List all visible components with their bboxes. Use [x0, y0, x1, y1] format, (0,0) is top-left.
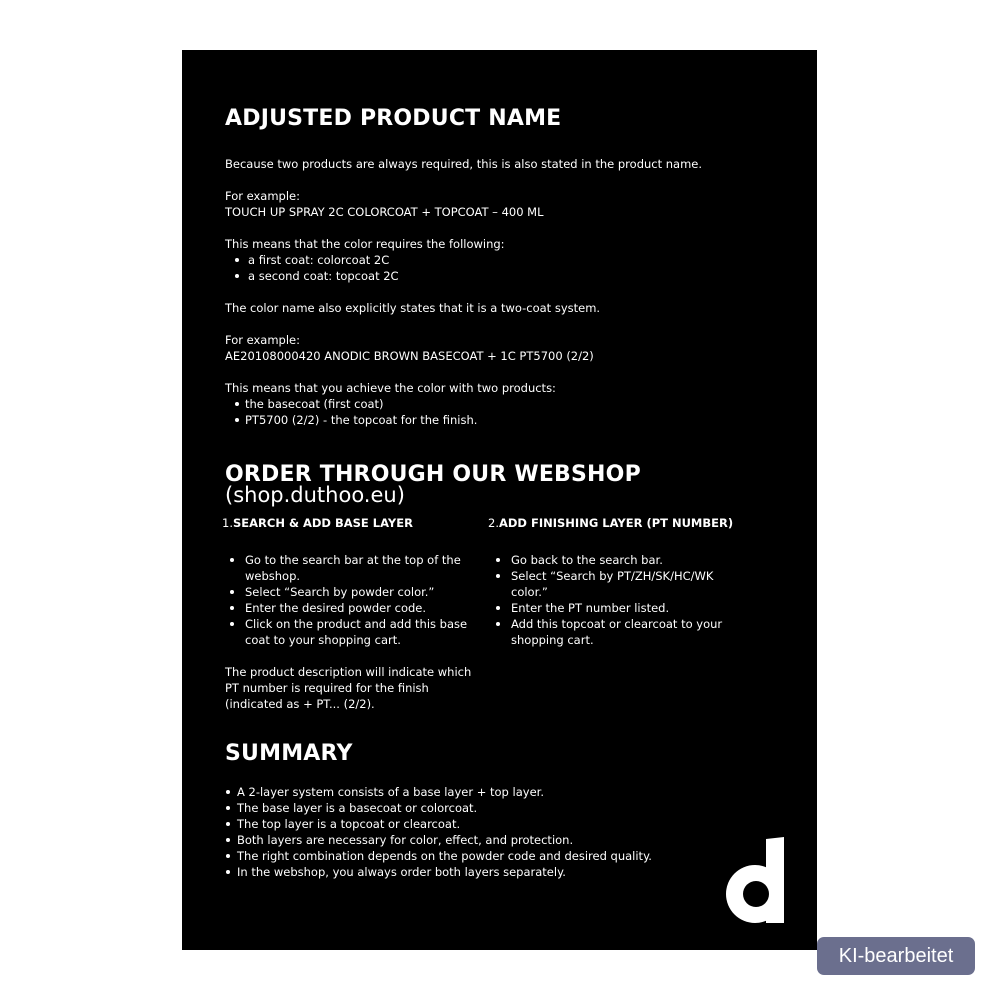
list-item: Enter the PT number listed. [491, 600, 761, 616]
means-text: This means that you achieve the color with two products: [225, 381, 556, 395]
step-2-content [491, 552, 761, 648]
step-2-title [488, 516, 733, 530]
step-1-list [225, 552, 487, 648]
color-name-text: The color name also explicitly states that it is a two-coat system. [225, 301, 601, 315]
section-heading-adjusted-product-name: ADJUSTED PRODUCT NAME [225, 106, 562, 131]
list-item: a first coat: colorcoat 2C [225, 252, 785, 268]
list-item: Both layers are necessary for color, effect, and protection. [225, 832, 725, 848]
list-item: Enter the desired powder code. [225, 600, 487, 616]
list-item: The base layer is a basecoat or colorcoat. [225, 800, 725, 816]
list-item: In the webshop, you always order both layers separately. [225, 864, 725, 880]
step-1-content [225, 552, 487, 712]
list-item: Select “Search by powder color.” [225, 584, 487, 600]
intro-text: Because two products are always required, this is also stated in the product name. [225, 157, 703, 171]
step-title: SEARCH & ADD BASE LAYER [232, 516, 413, 530]
step-1-note: The product description will indicate which PT number is required for the finish (indicated as + PT... (2/2). [225, 665, 472, 711]
list-item: Go back to the search bar. [491, 552, 761, 568]
section1-body [225, 156, 785, 428]
list-item: The right combination depends on the powder code and desired quality. [225, 848, 725, 864]
list-item: Go to the search bar at the top of the webshop. [225, 552, 487, 584]
example-label: For example: [225, 189, 300, 203]
ai-edited-badge: KI-bearbeitet [817, 937, 975, 975]
webshop-url: (shop.duthoo.eu) [225, 483, 405, 507]
document-page [182, 50, 817, 950]
list-item: PT5700 (2/2) - the topcoat for the finish. [225, 412, 785, 428]
list-item: Select “Search by PT/ZH/SK/HC/WK color.” [491, 568, 761, 600]
means-text: This means that the color requires the following: [225, 237, 505, 251]
example-label: For example: [225, 333, 300, 347]
list-item: Add this topcoat or clearcoat to your shopping cart. [491, 616, 761, 648]
summary-content [225, 784, 725, 880]
step-number: 2. [488, 516, 499, 530]
step-title: ADD FINISHING LAYER (PT NUMBER) [498, 516, 734, 530]
section-heading-order-webshop: ORDER THROUGH OUR WEBSHOP [225, 462, 641, 487]
example-color-name: AE20108000420 ANODIC BROWN BASECOAT + 1C PT5700 (2/2) [225, 349, 594, 363]
list-item: a second coat: topcoat 2C [225, 268, 785, 284]
section-heading-summary: SUMMARY [225, 741, 353, 766]
step-1-title [222, 516, 413, 530]
product-list [225, 396, 785, 428]
example-product-name: TOUCH UP SPRAY 2C COLORCOAT + TOPCOAT – 400 ML [225, 205, 544, 219]
list-item: the basecoat (first coat) [225, 396, 785, 412]
step-2-list [491, 552, 761, 648]
list-item: A 2-layer system consists of a base layer + top layer. [225, 784, 725, 800]
list-item: The top layer is a topcoat or clearcoat. [225, 816, 725, 832]
coat-list [225, 252, 785, 284]
duthoo-d-logo-icon [726, 837, 784, 923]
summary-list [225, 784, 725, 880]
list-item: Click on the product and add this base coat to your shopping cart. [225, 616, 487, 648]
step-number: 1. [222, 516, 233, 530]
